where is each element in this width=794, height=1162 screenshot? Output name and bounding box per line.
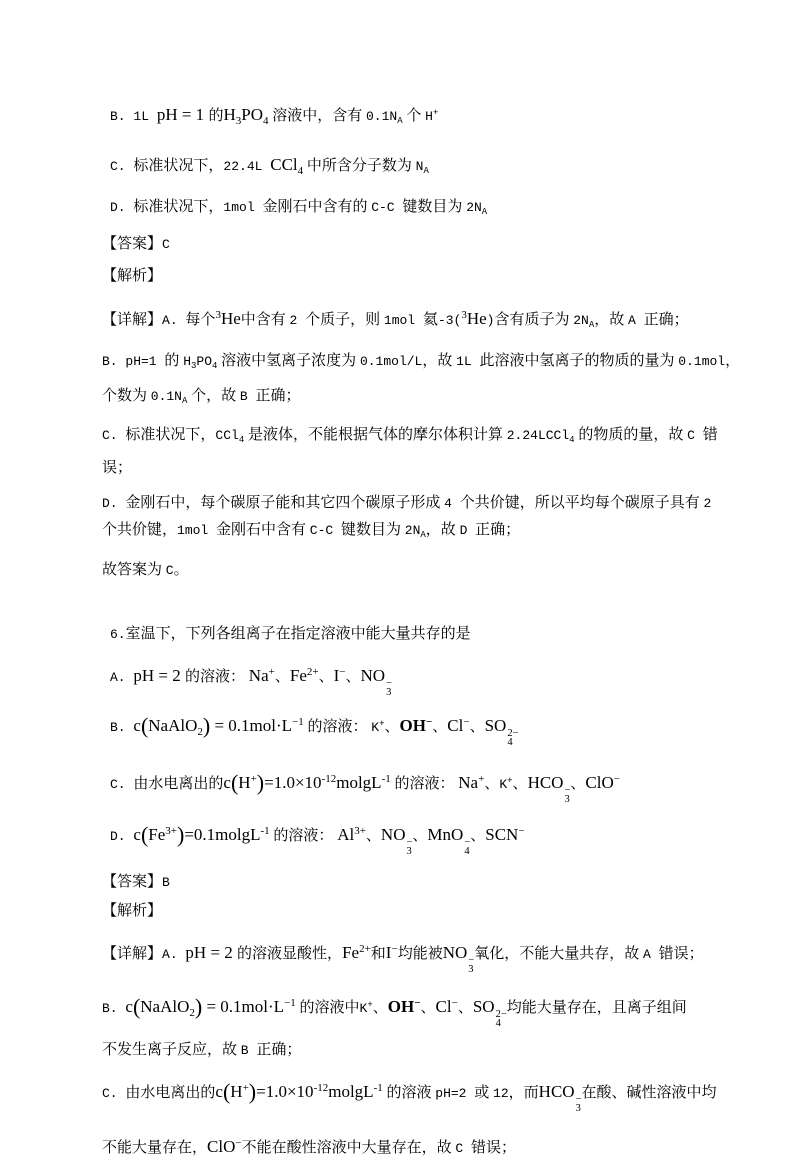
- text-segment: 个: [402, 108, 426, 124]
- text-segment: OH: [399, 716, 426, 735]
- q6-option-c: [102, 766, 738, 804]
- text-segment: 4: [444, 496, 460, 511]
- text-segment: −: [613, 773, 620, 785]
- text-segment: ，故: [425, 522, 460, 538]
- text-segment: 键数目为: [341, 522, 405, 538]
- text-segment: ): [486, 313, 495, 328]
- text-segment: 的物质的量，故: [574, 427, 688, 443]
- text-segment: −: [451, 997, 458, 1009]
- text-segment: +: [379, 719, 385, 729]
- text-segment: K: [499, 777, 508, 792]
- text-segment: Fe: [148, 825, 166, 844]
- text-segment: HCO: [527, 773, 564, 792]
- text-segment: −: [414, 997, 421, 1009]
- text-segment: 误；: [102, 460, 133, 476]
- text-segment: ClO: [207, 1137, 236, 1156]
- text-segment: 错: [702, 427, 718, 443]
- text-segment: Na: [458, 773, 479, 792]
- text-segment: molgL: [328, 1082, 374, 1101]
- text-segment: 室温下，下列各组离子在指定溶液中能大量共存的是: [125, 626, 471, 642]
- text-segment: CCl: [270, 155, 298, 174]
- q6-option-b: [102, 709, 738, 747]
- text-segment: (: [132, 994, 141, 1019]
- text-segment: 1mol: [383, 313, 423, 328]
- text-segment: − 3: [575, 1094, 582, 1114]
- text-segment: 由水电离出的: [133, 776, 224, 792]
- text-segment: -1: [260, 825, 270, 837]
- text-segment: 、: [484, 776, 500, 792]
- text-segment: SO: [484, 716, 507, 735]
- text-segment: 1mol: [223, 200, 263, 215]
- text-segment: 、: [412, 828, 428, 844]
- text-segment: − 3: [406, 837, 413, 857]
- text-segment: 个，故: [187, 388, 240, 404]
- text-segment: HCO: [538, 1082, 575, 1101]
- text-segment: 22.4L: [223, 159, 271, 174]
- text-segment: 3: [235, 115, 242, 127]
- text-segment: C.: [102, 428, 126, 443]
- text-segment: 2: [289, 313, 306, 328]
- text-segment: 3+: [165, 825, 177, 837]
- text-segment: 、: [345, 669, 361, 685]
- text-segment: 标准状况下，: [133, 158, 224, 174]
- q5-option-c: [102, 152, 738, 184]
- text-segment: ): [248, 1079, 257, 1104]
- text-segment: H: [425, 109, 433, 124]
- text-segment: (: [140, 822, 149, 847]
- text-segment: 不能大量存在，: [102, 1140, 208, 1156]
- text-segment: B: [240, 1043, 257, 1058]
- text-segment: D: [459, 523, 476, 538]
- text-segment: = 0.1mol·L: [202, 997, 285, 1016]
- text-segment: +: [250, 773, 257, 785]
- text-segment: c: [133, 825, 141, 844]
- text-segment: 不发生离子反应，故: [102, 1042, 241, 1058]
- text-segment: NO: [442, 943, 468, 962]
- text-segment: 【解析】: [102, 268, 163, 284]
- text-segment: c: [223, 773, 231, 792]
- text-segment: 2N: [573, 313, 589, 328]
- text-segment: pH = 2: [133, 666, 186, 685]
- text-segment: K: [359, 1001, 368, 1016]
- text-segment: 的溶液：: [269, 828, 338, 844]
- text-segment: c: [125, 997, 133, 1016]
- text-segment: pH=2: [435, 1086, 475, 1101]
- text-segment: +: [367, 1000, 373, 1010]
- text-segment: 键数目为: [402, 199, 467, 215]
- text-segment: 2: [703, 496, 712, 511]
- text-segment: 2N: [404, 523, 421, 538]
- text-segment: A: [420, 530, 426, 540]
- text-segment: B. pH=1: [102, 354, 165, 369]
- text-segment: 0.1N: [150, 389, 182, 404]
- q6-detail-a: [102, 936, 738, 974]
- text-segment: ): [202, 713, 211, 738]
- text-segment: − 3: [386, 678, 392, 698]
- text-segment: 2.24LCCl: [506, 428, 570, 443]
- text-segment: 正确；: [256, 1042, 302, 1058]
- text-segment: CCl: [215, 428, 239, 443]
- q5-answer: [102, 231, 738, 258]
- q5-detail-c-1: [102, 422, 738, 453]
- text-segment: molgL: [336, 773, 382, 792]
- text-segment: 含有质子为: [494, 312, 574, 328]
- text-segment: B: [239, 389, 256, 404]
- text-segment: = 0.1mol·L: [210, 716, 293, 735]
- text-segment: A.: [110, 670, 134, 685]
- text-segment: +: [242, 1082, 249, 1094]
- text-segment: −: [339, 666, 346, 678]
- text-segment: 4: [569, 435, 575, 445]
- q6-detail-c-2: [102, 1130, 738, 1162]
- text-segment: 的溶液显酸性，: [237, 946, 343, 962]
- text-segment: 和: [370, 946, 386, 962]
- text-segment: OH: [387, 997, 415, 1016]
- text-segment: ，而: [508, 1085, 539, 1101]
- text-segment: 6.: [110, 627, 126, 642]
- q6-analysis-label: [102, 898, 738, 924]
- text-segment: 1L: [456, 354, 480, 369]
- text-segment: ): [256, 770, 265, 795]
- text-segment: 每个: [185, 312, 216, 328]
- text-segment: PO: [196, 354, 213, 369]
- text-segment: 、: [274, 669, 290, 685]
- text-segment: -12: [321, 773, 337, 785]
- text-segment: 错误；: [470, 1140, 516, 1156]
- text-segment: H: [183, 354, 191, 369]
- text-segment: I: [385, 943, 392, 962]
- text-segment: 金刚石中含有: [216, 522, 310, 538]
- text-segment: 【答案】: [102, 874, 163, 890]
- text-segment: 此溶液中氢离子的物质的量为: [479, 353, 679, 369]
- text-segment: A: [628, 313, 644, 328]
- text-segment: c: [215, 1082, 223, 1101]
- text-segment: 溶液中氢离子浓度为: [217, 353, 360, 369]
- text-segment: PO: [241, 105, 263, 124]
- text-segment: c: [133, 716, 141, 735]
- text-segment: (: [140, 713, 149, 738]
- text-segment: 的溶液：: [185, 669, 249, 685]
- text-segment: I: [333, 666, 340, 685]
- text-segment: ): [177, 822, 185, 847]
- text-segment: −1: [284, 997, 296, 1009]
- text-segment: 2: [197, 726, 203, 738]
- q6-option-a: [102, 659, 738, 697]
- text-segment: pH = 1: [156, 105, 209, 124]
- text-segment: Cl: [435, 997, 452, 1016]
- text-segment: Na: [248, 666, 269, 685]
- text-segment: (: [222, 1079, 231, 1104]
- text-segment: 是液体，不能根据气体的摩尔体积计算: [244, 427, 507, 443]
- text-segment: +: [507, 776, 513, 786]
- text-segment: 4: [297, 165, 304, 177]
- text-segment: 个数为: [102, 388, 151, 404]
- text-segment: C.: [102, 1086, 126, 1101]
- text-segment: 的溶液: [382, 1085, 436, 1101]
- text-segment: 不能在酸性溶液中大量存在，故: [241, 1140, 456, 1156]
- text-segment: 氧化，不能大量共存，故: [474, 946, 643, 962]
- q6-detail-b-1: [102, 990, 738, 1028]
- text-segment: 标准状况下，: [133, 199, 224, 215]
- text-segment: 1mol: [177, 523, 217, 538]
- text-segment: −: [463, 716, 470, 728]
- text-segment: A: [181, 396, 188, 406]
- text-segment: −: [391, 943, 398, 955]
- q6-detail-c-1: [102, 1075, 738, 1113]
- text-segment: − 3: [564, 785, 571, 805]
- text-segment: NO: [360, 666, 386, 685]
- text-segment: 【详解】: [102, 946, 163, 962]
- text-segment: 金刚石中，每个碳原子能和其它四个碳原子形成: [125, 495, 445, 511]
- text-segment: −1: [292, 716, 304, 728]
- text-segment: 3: [191, 361, 197, 371]
- text-segment: 金刚石中含有的: [262, 199, 372, 215]
- text-segment: C: [687, 428, 703, 443]
- text-segment: C: [455, 1141, 471, 1156]
- text-segment: −: [518, 825, 525, 837]
- text-segment: 4: [212, 361, 218, 371]
- text-segment: 2+: [359, 943, 371, 955]
- q6-stem: [102, 621, 738, 648]
- text-segment: 、: [372, 1000, 388, 1016]
- text-segment: D.: [102, 496, 126, 511]
- text-segment: +: [432, 108, 439, 118]
- text-segment: +: [268, 666, 275, 678]
- text-segment: 标准状况下，: [125, 427, 216, 443]
- text-segment: 、: [469, 719, 485, 735]
- text-segment: ClO: [585, 773, 614, 792]
- text-segment: 4: [262, 115, 269, 127]
- text-segment: A.: [162, 313, 186, 328]
- text-segment: 氦: [422, 312, 438, 328]
- text-segment: 4: [238, 435, 245, 445]
- text-segment: H: [223, 105, 236, 124]
- text-segment: 、: [420, 1000, 436, 1016]
- text-segment: 或: [474, 1085, 494, 1101]
- text-segment: 3: [461, 309, 467, 321]
- text-segment: 的溶液：: [390, 776, 459, 792]
- text-segment: 、: [365, 828, 381, 844]
- text-segment: 12: [493, 1086, 509, 1101]
- text-segment: -12: [313, 1082, 329, 1094]
- text-segment: 、: [512, 776, 528, 792]
- text-segment: 【详解】: [102, 312, 163, 328]
- text-segment: D.: [110, 829, 134, 844]
- text-segment: 故答案为: [102, 562, 166, 578]
- text-segment: -1: [373, 1082, 383, 1094]
- q5-analysis-label: [102, 263, 738, 289]
- text-segment: C: [162, 237, 170, 252]
- text-segment: SCN: [485, 825, 519, 844]
- text-segment: 。: [173, 562, 189, 578]
- text-segment: 个共价键，所以平均每个碳原子具有: [459, 495, 704, 511]
- text-segment: −: [235, 1137, 242, 1149]
- text-segment: 2: [189, 1007, 195, 1019]
- q5-detail-d-2: [102, 517, 738, 548]
- text-segment: He: [466, 309, 487, 328]
- text-segment: 、: [470, 828, 486, 844]
- text-segment: 2+: [306, 666, 319, 678]
- text-segment: H: [238, 773, 251, 792]
- text-segment: 3+: [354, 825, 366, 837]
- text-segment: C.: [110, 159, 134, 174]
- text-segment: 在酸、碱性溶液中均: [581, 1085, 717, 1101]
- text-segment: 正确；: [643, 312, 689, 328]
- text-segment: SO: [472, 997, 495, 1016]
- text-segment: MnO: [427, 825, 464, 844]
- text-segment: B.: [110, 720, 134, 735]
- text-segment: C-C: [371, 200, 403, 215]
- q5-option-b: [102, 100, 738, 134]
- text-segment: =1.0×10: [256, 1082, 314, 1101]
- text-segment: 、: [384, 719, 400, 735]
- text-segment: 中所含分子数为: [303, 158, 416, 174]
- text-segment: 均能大量存在，且离子组间: [506, 1000, 687, 1016]
- text-segment: Cl: [447, 716, 464, 735]
- text-segment: 的: [164, 353, 184, 369]
- text-segment: +: [478, 773, 485, 785]
- q5-detail-a: [102, 302, 738, 338]
- text-segment: A: [588, 320, 595, 330]
- text-segment: 、: [457, 1000, 473, 1016]
- q6-answer: [102, 869, 738, 896]
- q5-detail-c-2: [102, 455, 738, 481]
- text-segment: 【答案】: [102, 236, 163, 252]
- text-segment: − 3: [468, 955, 475, 975]
- text-segment: Fe: [342, 943, 360, 962]
- text-segment: K: [371, 720, 380, 735]
- text-segment: 错误；: [658, 946, 704, 962]
- text-segment: -3(: [437, 313, 462, 328]
- text-segment: 的溶液中: [295, 1000, 360, 1016]
- text-segment: NO: [380, 825, 406, 844]
- text-segment: 个质子，则: [305, 312, 384, 328]
- text-segment: 0.1mol/L: [359, 354, 423, 369]
- text-segment: A: [481, 207, 488, 217]
- text-segment: 均能被: [397, 946, 443, 962]
- text-segment: 3: [215, 309, 221, 321]
- text-segment: B. 1L: [110, 109, 157, 124]
- text-segment: 溶液中，含有: [268, 108, 366, 124]
- text-segment: B: [162, 875, 170, 890]
- text-segment: pH = 2: [185, 943, 238, 962]
- text-segment: 、: [432, 719, 448, 735]
- text-segment: 个共价键，: [102, 522, 178, 538]
- text-segment: 的: [208, 108, 224, 124]
- q5-conclusion: [102, 557, 738, 584]
- text-segment: 正确；: [255, 388, 301, 404]
- q5-detail-d-1: [102, 490, 738, 517]
- q6-option-d: [102, 818, 738, 856]
- text-segment: (: [230, 770, 239, 795]
- text-segment: A: [642, 947, 659, 962]
- text-segment: 中含有: [240, 312, 290, 328]
- text-segment: − 4: [464, 837, 471, 857]
- text-segment: A: [397, 116, 403, 126]
- text-segment: N: [415, 159, 424, 174]
- text-segment: 、: [318, 669, 334, 685]
- text-segment: ): [194, 994, 203, 1019]
- text-segment: ，: [725, 353, 741, 369]
- text-segment: C.: [110, 777, 134, 792]
- q5-option-d: [102, 194, 738, 225]
- text-segment: 0.1mol: [678, 354, 726, 369]
- text-segment: 2− 4: [495, 1009, 507, 1029]
- text-segment: -1: [381, 773, 391, 785]
- text-segment: 由水电离出的: [125, 1085, 216, 1101]
- text-segment: A.: [162, 947, 186, 962]
- text-segment: =1.0×10: [264, 773, 322, 792]
- text-segment: 【解析】: [102, 903, 163, 919]
- q5-detail-b-1: [102, 348, 741, 379]
- text-segment: NaAlO: [148, 716, 198, 735]
- text-segment: −: [425, 716, 433, 728]
- text-segment: A: [423, 166, 429, 176]
- text-segment: D.: [110, 200, 134, 215]
- text-segment: ，故: [594, 312, 629, 328]
- text-segment: He: [220, 309, 241, 328]
- text-segment: C-C: [309, 523, 342, 538]
- text-segment: 0.1N: [365, 109, 398, 124]
- text-segment: ，故: [422, 353, 457, 369]
- text-segment: 正确；: [475, 522, 521, 538]
- text-segment: Fe: [289, 666, 307, 685]
- text-segment: 2N: [466, 200, 482, 215]
- text-segment: B.: [102, 1001, 126, 1016]
- text-segment: NaAlO: [140, 997, 190, 1016]
- text-segment: 的溶液：: [303, 719, 372, 735]
- text-segment: H: [230, 1082, 243, 1101]
- text-segment: C: [165, 563, 174, 578]
- q6-detail-b-2: [102, 1037, 738, 1064]
- text-segment: 、: [570, 776, 586, 792]
- text-segment: 2− 4: [507, 728, 519, 748]
- text-segment: Al: [337, 825, 355, 844]
- text-segment: =0.1molgL: [184, 825, 261, 844]
- q5-detail-b-2: [102, 383, 738, 414]
